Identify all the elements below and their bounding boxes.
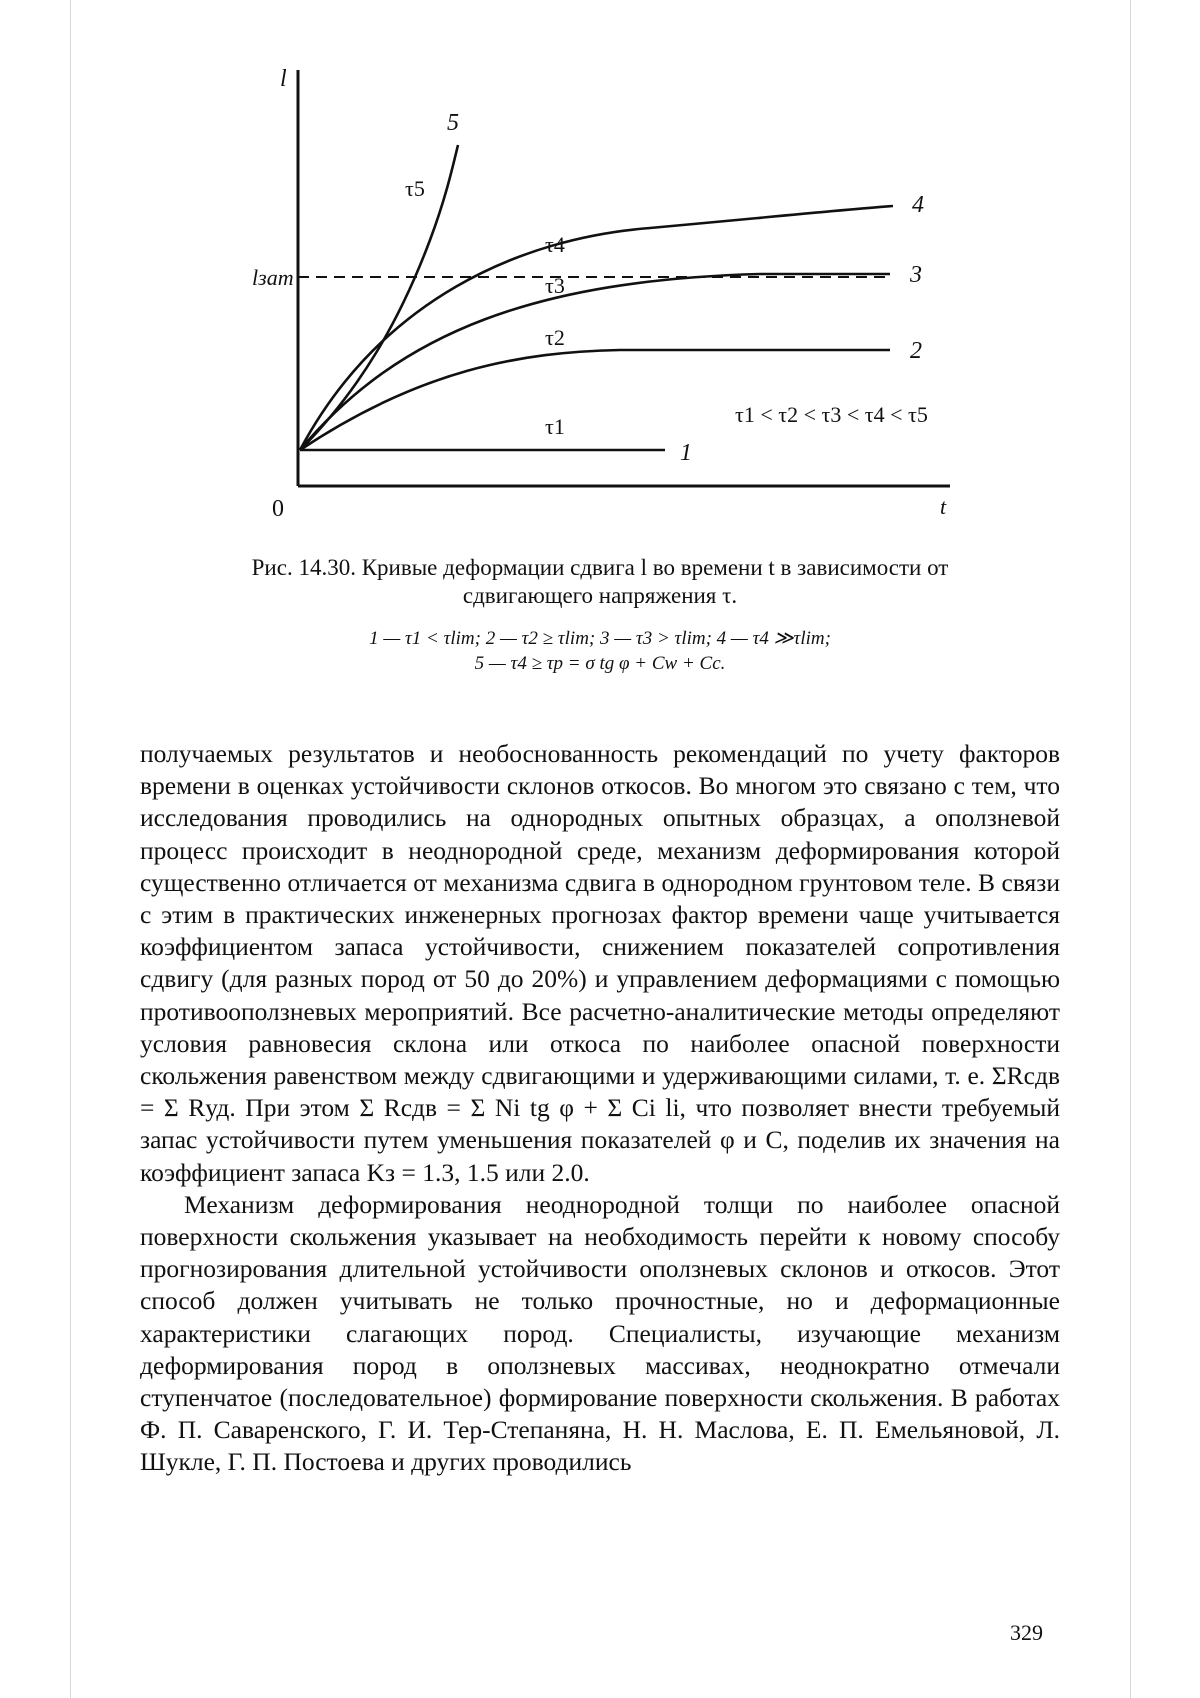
y-axis-label: l: [280, 66, 287, 92]
tau-label-3: τ3: [545, 273, 565, 298]
caption-title-line-2: сдвигающего напряжения τ.: [462, 583, 738, 608]
body-text: [140, 738, 1060, 1479]
curve-label-3: 3: [910, 262, 922, 288]
shear-deformation-figure: [0, 0, 1200, 540]
tau-inequality: τ1 < τ2 < τ3 < τ4 < τ5: [735, 402, 928, 427]
curve-label-2: 2: [910, 338, 922, 364]
caption-legend-line-2: 5 — τ4 ≥ τp = σ tg φ + Cw + Cc.: [474, 653, 726, 674]
curve-2: [300, 350, 890, 450]
tau-label-2: τ2: [545, 325, 565, 350]
x-axis-label: t: [940, 494, 947, 519]
l-threshold-label: lзат: [252, 265, 294, 290]
paragraph-1: получаемых результатов и необоснованность рекомендаций по учету факторов времени в оценках устойчивости склонов откосов. Во многом это связано с тем, что исследования проводились на однородных опытных образцах, а оползневой процесс происходит в неоднородной среде, механизм деформирования которой существенно отличается от механизма сдвига в однородном грунтовом теле. В связи с этим в практических инженерных прогнозах фактор времени чаще учитывается коэффициентом запаса устойчивости, снижением показателей сопротивления сдвигу (для разных пород от 50 до 20%) и управлением деформациями с помощью противооползневых мероприятий. Все расчетно-аналитические методы определяют условия равновесия склона или откоса по наиболее опасной поверхности скольжения равенством между сдвигающими и удерживающими силами, т. е. ΣRсдв = Σ Rуд. При этом Σ Rсдв = Σ Ni tg φ + Σ Ci li, что позволяет внести требуемый запас устойчивости путем уменьшения показателей φ и C, поделив их значения на коэффициент запаса Kз = 1.3, 1.5 или 2.0.: [140, 739, 1060, 1187]
curve-label-1: 1: [680, 440, 692, 466]
curve-label-5: 5: [447, 110, 459, 136]
caption-title-line-1: Рис. 14.30. Кривые деформации сдвига l во времени t в зависимости от: [251, 555, 949, 580]
tau-label-4: τ4: [545, 232, 565, 257]
page-number: 329: [1010, 1620, 1043, 1645]
curve-label-4: 4: [912, 192, 924, 218]
tau-label-5: τ5: [405, 176, 425, 201]
tau-label-1: τ1: [545, 414, 565, 439]
figure-caption-title: [130, 554, 1070, 610]
figure-caption-legend: [130, 626, 1070, 676]
caption-legend-line-1: 1 — τ1 < τlim; 2 — τ2 ≥ τlim; 3 — τ3 > τlim; 4 — τ4 ≫τlim;: [369, 628, 831, 649]
origin-label: 0: [272, 496, 284, 522]
paragraph-2: Механизм деформирования неоднородной толщи по наиболее опасной поверхности скольжения указывает на необходимость перейти к новому способу прогнозирования длительной устойчивости оползневых склонов и откосов. Этот способ должен учитывать не только прочностные, но и деформационные характеристики слагающих пород. Специалисты, изучающие механизм деформирования пород в оползневых массивах, неоднократно отмечали ступенчатое (последовательное) формирование поверхности скольжения. В работах Ф. П. Саваренского, Г. И. Тер-Степаняна, Н. Н. Маслова, Е. П. Емельяновой, Л. Шукле, Г. П. Постоева и других проводились: [140, 1189, 1060, 1477]
